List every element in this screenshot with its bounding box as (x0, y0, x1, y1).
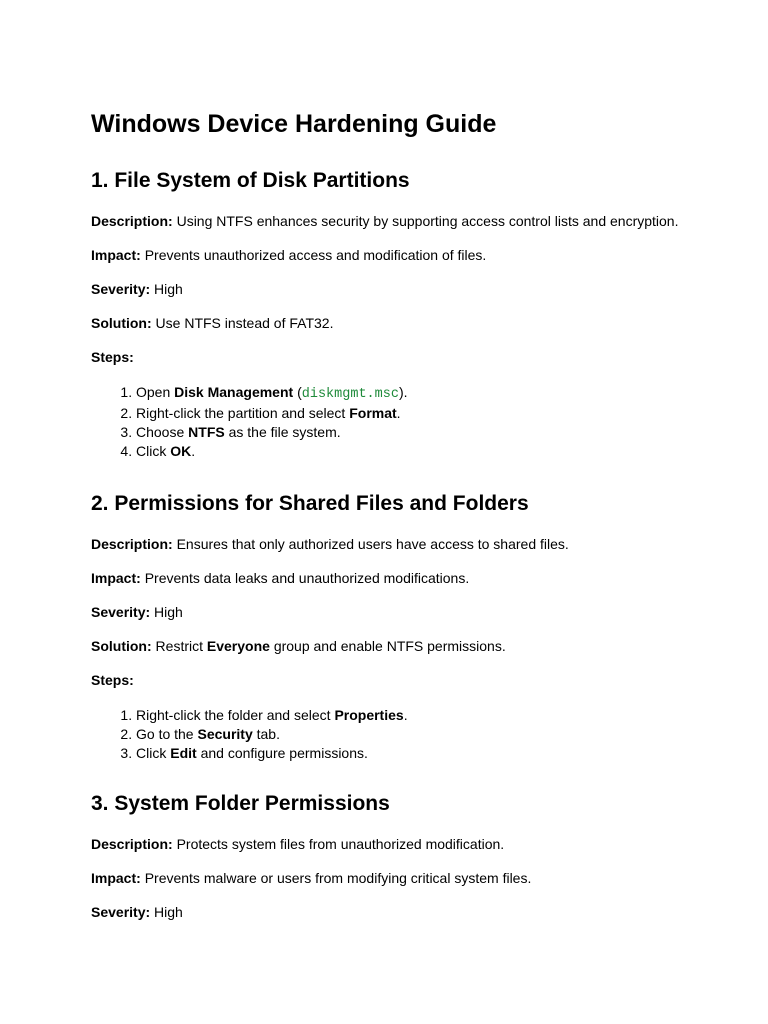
list-item: 1. Open Disk Management (diskmgmt.msc). (136, 383, 731, 404)
section-heading: 1. File System of Disk Partitions (91, 169, 410, 192)
description-label: Description: (91, 536, 177, 552)
list-item: 4. Click OK. (136, 442, 731, 461)
solution-label: Solution: (91, 638, 156, 654)
list-item: 3. Click Edit and configure permissions. (136, 744, 731, 763)
impact-label: Impact: (91, 570, 145, 586)
description-text: Ensures that only authorized users have access to shared files. (176, 536, 569, 552)
page-title: Windows Device Hardening Guide (91, 110, 497, 138)
impact-text: Prevents data leaks and unauthorized modifications. (144, 570, 470, 586)
solution-text: Use NTFS instead of FAT32. (155, 315, 334, 331)
impact-label: Impact: (91, 870, 145, 886)
list-item: 2. Go to the Security tab. (136, 725, 731, 744)
severity-label: Severity: (91, 604, 155, 620)
description-text: Protects system files from unauthorized modification. (176, 836, 505, 852)
list-item: 2. Right-click the partition and select Format. (136, 404, 731, 423)
severity-paragraph (91, 903, 731, 921)
severity-label: Severity: (91, 904, 155, 920)
steps-label: Steps: (91, 672, 134, 688)
severity-paragraph (91, 603, 731, 621)
list-item: 3. Choose NTFS as the file system. (136, 423, 731, 442)
description-label: Description: (91, 213, 177, 229)
list-item: 1. Right-click the folder and select Properties. (136, 706, 731, 725)
steps-label: Steps: (91, 349, 134, 365)
section-heading: 2. Permissions for Shared Files and Folders (91, 492, 529, 515)
severity-paragraph (91, 280, 731, 298)
description-paragraph (91, 535, 731, 553)
description-paragraph (91, 212, 731, 230)
command-code: diskmgmt.msc (301, 387, 399, 402)
impact-paragraph (91, 869, 731, 887)
impact-paragraph (91, 569, 731, 587)
steps-list (91, 706, 731, 763)
impact-text: Prevents unauthorized access and modification of files. (144, 247, 487, 263)
steps-paragraph (91, 348, 731, 366)
section-heading: 3. System Folder Permissions (91, 792, 390, 815)
solution-paragraph: Solution: Restrict Everyone group and enable NTFS permissions. (91, 638, 506, 654)
solution-label: Solution: (91, 315, 156, 331)
document-content (91, 106, 731, 921)
steps-list (91, 383, 731, 461)
solution-paragraph (91, 314, 731, 332)
severity-text: High (154, 904, 183, 920)
section-file-system (91, 166, 731, 461)
impact-text: Prevents malware or users from modifying critical system files. (144, 870, 532, 886)
section-system-folder-permissions (91, 789, 731, 921)
description-text: Using NTFS enhances security by supporting access control lists and encryption. (176, 213, 679, 229)
severity-label: Severity: (91, 281, 155, 297)
description-paragraph (91, 835, 731, 853)
severity-text: High (154, 281, 183, 297)
section-shared-permissions (91, 489, 731, 763)
description-label: Description: (91, 836, 177, 852)
impact-paragraph (91, 246, 731, 264)
severity-text: High (154, 604, 183, 620)
impact-label: Impact: (91, 247, 145, 263)
steps-paragraph (91, 671, 731, 689)
